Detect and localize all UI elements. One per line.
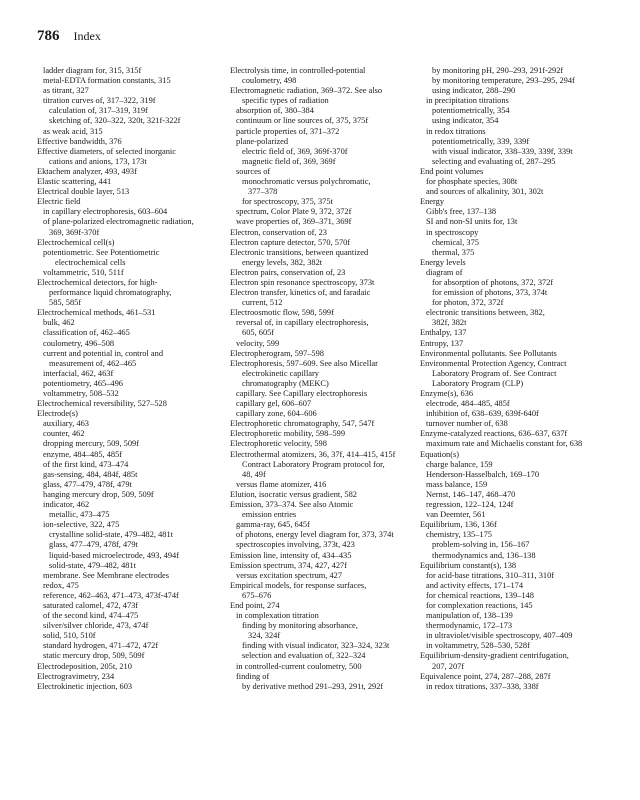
index-entry: classification of, 462–465 [43, 328, 130, 338]
index-entry: Electrolysis time, in controlled-potential [230, 66, 366, 75]
index-entry: Empirical models, for response surfaces, [230, 580, 367, 590]
index-entry: particle properties of, 371–372 [236, 126, 340, 136]
index-entry: Laboratory Program (CLP) [432, 378, 524, 388]
index-entry: Electrochemical methods, 461–531 [37, 308, 156, 318]
index-entry: Electrode(s) [37, 409, 78, 419]
index-column-2 [230, 66, 420, 692]
index-entry: in ultraviolet/visible spectroscopy, 407–409 [426, 631, 573, 641]
index-entry: in redox titrations [426, 126, 486, 136]
index-entry: Emission, 373–374. See also Atomic [230, 500, 354, 510]
index-entry: glass, 477–479, 478f, 479t [49, 540, 138, 550]
index-entry: electrode, 484–485, 485f [426, 399, 510, 409]
index-entry: Electrophoretic velocity, 598 [230, 439, 327, 449]
index-entry: for complexation reactions, 145 [426, 600, 533, 610]
index-entry: liquid-based microelectrode, 493, 494f [49, 550, 180, 560]
index-entry: 605, 605f [242, 328, 275, 338]
index-entry: capillary gel, 606–607 [236, 399, 312, 409]
index-entry: End point volumes [420, 166, 484, 176]
index-entry: redox, 475 [43, 580, 79, 590]
index-entry: absorption of, 380–384 [236, 106, 314, 116]
index-entry: Electrical double layer, 513 [37, 187, 130, 197]
index-entry: Electromagnetic radiation, 369–372. See also [230, 86, 383, 96]
index-entry: problem-solving in, 156–167 [432, 540, 530, 550]
index-entry: Enzyme-catalyzed reactions, 636–637, 637f [420, 429, 568, 439]
index-entry: Laboratory Program of. See Contract [432, 368, 557, 378]
index-entry: 675–676 [242, 590, 272, 600]
index-entry: using indicator, 288–290 [432, 86, 516, 96]
index-entry: Emission spectrum, 374, 427, 427f [230, 560, 348, 570]
page-number: 786 [37, 28, 60, 44]
index-entry: with visual indicator, 338–339, 339f, 339t [432, 146, 573, 156]
index-entry: Equilibrium constant(s), 138 [420, 560, 517, 570]
index-entry: cations and anions, 173, 173t [49, 156, 147, 166]
index-entry: Electronic transitions, between quantized [230, 247, 369, 257]
index-entry: energy levels, 382, 382t [242, 257, 323, 267]
index-entry: for chemical reactions, 139–148 [426, 590, 534, 600]
index-entry: potentiometry, 465–496 [43, 378, 123, 388]
index-entry: Elution, isocratic versus gradient, 582 [230, 489, 357, 499]
index-entry: 369, 369f-370f [49, 227, 100, 237]
index-entry: thermodynamic, 172–173 [426, 621, 513, 631]
index-column-3 [420, 66, 610, 692]
index-entry: glass, 477–479, 478f, 479t [43, 479, 132, 489]
index-entry: and sources of alkalinity, 301, 302t [426, 187, 544, 197]
index-entry: manipulation of, 138–139 [426, 611, 513, 621]
index-entry: calculation of, 317–319, 319f [49, 106, 148, 116]
index-entry: Electrochemical reversibility, 527–528 [37, 399, 167, 409]
index-entry: selection and evaluation of, 322–324 [242, 651, 366, 661]
index-entry: Henderson-Hasselbalch, 169–170 [426, 469, 540, 479]
index-entry: static mercury drop, 509, 509f [43, 651, 145, 661]
index-entry: turnover number of, 638 [426, 419, 508, 429]
index-entry: wave properties of, 369–371, 369f [236, 217, 352, 227]
index-entry: Entropy, 137 [420, 338, 464, 348]
index-entry: measurement of, 462–465 [49, 358, 137, 368]
index-entry: 585, 585f [49, 298, 82, 308]
index-entry: chromatography (MEKC) [242, 378, 329, 388]
index-entry: Contract Laboratory Program protocol for, [242, 459, 385, 469]
index-entry: finding by monitoring absorbance, [242, 621, 358, 631]
index-entry: Gibb's free, 137–138 [426, 207, 497, 217]
index-entry: silver/silver chloride, 473, 474f [43, 621, 149, 631]
index-entry: gas-sensing, 484, 484f, 485t [43, 469, 138, 479]
index-entry: finding with visual indicator, 323–324, 323t [242, 641, 390, 651]
index-entry: versus excitation spectrum, 427 [236, 570, 343, 580]
index-entry: electrokinetic capillary [242, 368, 319, 378]
index-entry: ladder diagram for, 315, 315f [43, 66, 142, 75]
index-entry: charge balance, 159 [426, 459, 493, 469]
index-entry: continuum or line sources of, 375, 375f [236, 116, 369, 126]
index-entry: potentiometrically, 354 [432, 106, 510, 116]
index-entry: Enthalpy, 137 [420, 328, 467, 338]
index-entry: for absorption of photons, 372, 372f [432, 277, 554, 287]
index-entry: for acid-base titrations, 310–311, 310f [426, 570, 555, 580]
index-entry: in complexation titration [236, 611, 319, 621]
index-entry: capillary. See Capillary electrophoresis [236, 389, 368, 398]
index-entry: of the first kind, 473–474 [43, 459, 129, 469]
index-entry: Energy levels [420, 257, 466, 267]
index-entry: membrane. See Membrane electrodes [43, 570, 170, 580]
index-entry: bulk, 462 [43, 318, 75, 328]
index-entry: for spectroscopy, 375, 375t [242, 197, 333, 207]
index-entry: Electrophoresis, 597–609. See also Micellar [230, 358, 378, 368]
index-entry: in capillary electrophoresis, 603–604 [43, 207, 168, 217]
index-entry: potentiometric. See Potentiometric [43, 247, 160, 257]
index-entry: in controlled-current coulometry, 500 [236, 661, 362, 671]
index-entry: selecting and evaluating of, 287–295 [432, 156, 556, 166]
index-entry: Emission line, intensity of, 434–435 [230, 550, 352, 560]
index-entry: Environmental pollutants. See Pollutants [420, 348, 557, 358]
index-entry: 324, 324f [248, 631, 281, 641]
index-entry: by derivative method 291–293, 291t, 292f [242, 681, 384, 691]
index-entry: Electrochemical cell(s) [37, 237, 115, 247]
index-entry: capillary zone, 604–606 [236, 409, 317, 419]
running-head: Index [73, 29, 101, 43]
index-entry: solid, 510, 510f [43, 631, 96, 641]
index-entry: Electrophoretic chromatography, 547, 547f [230, 419, 375, 429]
index-entry: Equilibrium-density-gradient centrifugation, [420, 651, 569, 661]
index-entry: coulometry, 498 [242, 76, 297, 86]
index-entry: sketching of, 320–322, 320t, 321f-322f [49, 116, 181, 126]
index-entry: in spectroscopy [426, 227, 479, 237]
index-entry: 207, 207f [432, 661, 465, 671]
index-entry: spectroscopies involving, 373t, 423 [236, 540, 355, 550]
index-entry: for emission of photons, 373, 374t [432, 288, 548, 298]
index-entry: thermal, 375 [432, 247, 475, 257]
index-entry: indicator, 462 [43, 500, 90, 510]
index-entry: using indicator, 354 [432, 116, 499, 126]
index-entry: Enzyme(s), 636 [420, 389, 474, 398]
index-entry: reference, 462–463, 471–473, 473f-474f [43, 590, 179, 600]
index-entry: crystalline solid-state, 479–482, 481t [49, 530, 173, 540]
index-entry: reversal of, in capillary electrophoresis, [236, 318, 369, 328]
index-entry: metal-EDTA formation constants, 315 [43, 76, 171, 86]
index-entry: Electron pairs, conservation of, 23 [230, 267, 346, 277]
index-entry: dropping mercury, 509, 509f [43, 439, 139, 449]
index-entry: velocity, 599 [236, 338, 280, 348]
index-entry: as weak acid, 315 [43, 126, 103, 136]
index-entry: thermodynamics and, 136–138 [432, 550, 536, 560]
index-entry: as titrant, 327 [43, 86, 89, 96]
index-entry: of plane-polarized electromagnetic radiation, [43, 217, 194, 227]
index-entry: electric field of, 369, 369f-370f [242, 146, 348, 156]
index-entry: in redox titrations, 337–338, 338f [426, 681, 539, 691]
index-entry: ion-selective, 322, 475 [43, 520, 120, 530]
index-entry: counter, 462 [43, 429, 85, 439]
index-entry: 382f, 382t [432, 318, 467, 328]
index-entry: voltammetry, 508–532 [43, 389, 119, 398]
index-entry: 377–378 [248, 187, 278, 197]
index-entry: End point, 274 [230, 600, 280, 610]
index-entry: Electron spin resonance spectroscopy, 373t [230, 277, 375, 287]
index-entry: potentiometrically, 339, 339f [432, 136, 530, 146]
index-entry: finding of [236, 671, 270, 681]
index-entry: in precipitation titrations [426, 96, 509, 106]
index-entry: Energy [420, 197, 445, 207]
index-entry: van Deemter, 561 [426, 510, 486, 520]
index-entry: of photons, energy level diagram for, 373, 374t [236, 530, 394, 540]
index-entry: Electrothermal atomizers, 36, 37f, 414–415, 415f [230, 449, 396, 459]
index-entry: for photon, 372, 372f [432, 298, 504, 308]
index-entry: monochromatic versus polychromatic, [242, 177, 371, 187]
index-entry: Elastic scattering, 441 [37, 177, 112, 187]
index-entry: titration curves of, 317–322, 319f [43, 96, 156, 106]
index-entry: Equivalence point, 274, 287–288, 287f [420, 671, 551, 681]
index-entry: Electrodeposition, 205t, 210 [37, 661, 132, 671]
index-entry: solid-state, 479–482, 481t [49, 560, 137, 570]
index-entry: electrochemical cells [55, 257, 126, 267]
page-header [37, 28, 101, 52]
index-entry: mass balance, 159 [426, 479, 488, 489]
index-entry: current, 512 [242, 298, 283, 308]
index-entry: Electric field [37, 197, 81, 207]
index-entry: diagram of [426, 267, 463, 277]
index-entry: Nernst, 146–147, 468–470 [426, 489, 516, 499]
index-entry: plane-polarized [236, 136, 289, 146]
index-entry: inhibition of, 638–639, 639f-640f [426, 409, 539, 419]
index-entry: Electrophoretic mobility, 598–599 [230, 429, 346, 439]
index-entry: performance liquid chromatography, [49, 288, 172, 298]
index-entry: Electropherogram, 597–598 [230, 348, 324, 358]
index-entry: Electron capture detector, 570, 570f [230, 237, 351, 247]
index-entry: current and potential in, control and [43, 348, 164, 358]
index-entry: electronic transitions between, 382, [426, 308, 545, 318]
index-entry: versus flame atomizer, 416 [236, 479, 327, 489]
index-entry: specific types of radiation [242, 96, 329, 106]
index-entry: metallic, 473–475 [49, 510, 110, 520]
index-entry: in voltammetry, 528–530, 528f [426, 641, 530, 651]
index-entry: saturated calomel, 472, 473f [43, 600, 139, 610]
index-entry: Environmental Protection Agency, Contract [420, 358, 567, 368]
index-entry: of the second kind, 474–475 [43, 611, 139, 621]
index-column-1 [37, 66, 227, 692]
index-entry: Electron, conservation of, 23 [230, 227, 327, 237]
index-entry: SI and non-SI units for, 13t [426, 217, 518, 227]
index-entry: auxiliary, 463 [43, 419, 89, 429]
index-entry: Effective diameters, of selected inorganic [37, 146, 176, 156]
index-entry: voltammetric, 510, 511f [43, 267, 124, 277]
index-entry: by monitoring temperature, 293–295, 294f [432, 76, 575, 86]
index-entry: Equilibrium, 136, 136f [420, 520, 497, 530]
index-entry: Electrochemical detectors, for high- [37, 277, 158, 287]
index-entry: interfacial, 462, 463f [43, 368, 114, 378]
index-entry: Electron transfer, kinetics of, and faradaic [230, 288, 371, 298]
index-entry: spectrum, Color Plate 9, 372, 372f [236, 207, 352, 217]
index-entry: magnetic field of, 369, 369f [242, 156, 336, 166]
index-entry: gamma-ray, 645, 645f [236, 520, 310, 530]
index-entry: 48, 49f [242, 469, 266, 479]
index-entry: regression, 122–124, 124f [426, 500, 514, 510]
index-entry: Electrokinetic injection, 603 [37, 681, 133, 691]
index-entry: Ektachem analyzer, 493, 493f [37, 166, 137, 176]
index-entry: enzyme, 484–485, 485f [43, 449, 123, 459]
index-entry: coulometry, 496–508 [43, 338, 115, 348]
index-entry: Electroosmotic flow, 598, 599f [230, 308, 334, 318]
index-entry: and activity effects, 171–174 [426, 580, 524, 590]
index-entry: hanging mercury drop, 509, 509f [43, 489, 154, 499]
index-entry: Electrogravimetry, 234 [37, 671, 115, 681]
index-entry: Equation(s) [420, 449, 460, 459]
index-entry: chemical, 375 [432, 237, 479, 247]
index-entry: maximum rate and Michaelis constant for, 638 [426, 439, 583, 449]
index-entry: chemistry, 135–175 [426, 530, 492, 540]
index-entry: by monitoring pH, 290–293, 291f-292f [432, 66, 564, 75]
index-entry: standard hydrogen, 471–472, 472f [43, 641, 159, 651]
index-entry: Effective bandwidth, 376 [37, 136, 122, 146]
index-entry: for phosphate species, 308t [426, 177, 518, 187]
index-entry: emission entries [242, 510, 297, 520]
index-entry: sources of [236, 166, 271, 176]
